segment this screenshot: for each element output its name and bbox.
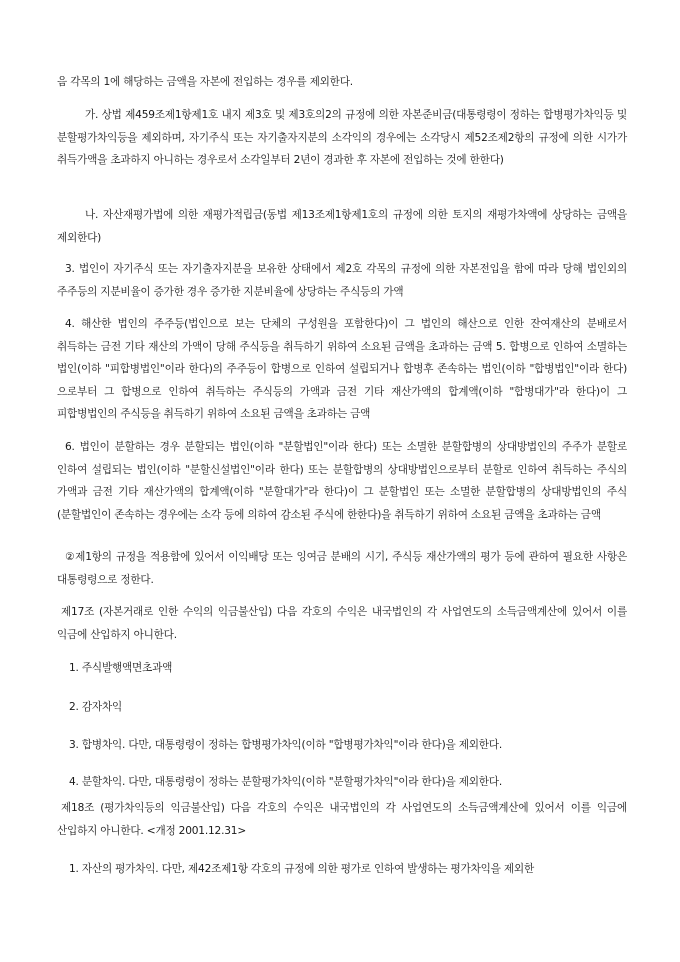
article-17-item-4: 4. 분할차익. 다만, 대통령령이 정하는 분할평가차익(이하 "분할평가차익"이라 한다)을 제외한다. [69, 776, 502, 788]
article-18-item-1: 1. 자산의 평가차익. 다만, 제42조제1항 각호의 규정에 의한 평가로 인하여 발생하는 평가차익을 제외한 [69, 863, 534, 875]
paragraph-item-na: 나. 자산재평가법에 의한 재평가적립금(동법 제13조제1항제1호의 규정에 의한 토지의 재평가차액에 상당하는 금액을 제외한다) [57, 209, 627, 244]
paragraph-continuation: 음 각목의 1에 해당하는 금액을 자본에 전입하는 경우를 제외한다. [57, 76, 353, 88]
article-17-item-1: 1. 주식발행액면초과액 [69, 662, 173, 674]
paragraph-clause-2: ②제1항의 규정을 적용함에 있어서 이익배당 또는 잉여금 분배의 시기, 주식등 재산가액의 평가 등에 관하여 필요한 사항은 대통령령으로 정한다. [57, 551, 627, 586]
paragraph-item-4-5: 4. 해산한 법인의 주주등(법인으로 보는 단체의 구성원을 포함한다)이 그 법인의 해산으로 인한 잔여재산의 분배로서 취득하는 금전 기타 재산의 가액이 당해 주식등을 취득하기 위하여 소요된 금액을 초과하는 금액 5. 합병으로 인하여 소멸하는 법인(이하 "피합병법인"이라 한다)의 주주등이 합병으로 인하여 설립되거나 합병후 존속하는 법인(이하 "합병법인"이라 한다)으로부터 그 합병으로 인하여 취득하는 주식등의 가액과 금전 기타 재산가액의 합계액(이하 "합병대가"라 한다)이 그 피합병법인의 주식등을 취득하기 위하여 소요된 금액을 초과하는 금액 [57, 318, 627, 420]
article-17-heading: 제17조 (자본거래로 인한 수익의 익금불산입) 다음 각호의 수익은 내국법인의 각 사업연도의 소득금액계산에 있어서 이를 익금에 산입하지 아니한다. [57, 606, 627, 641]
article-17-item-2: 2. 감자차익 [69, 701, 123, 713]
paragraph-item-3: 3. 법인이 자기주식 또는 자기출자지분을 보유한 상태에서 제2호 각목의 규정에 의한 자본전입을 함에 따라 당해 법인외의 주주등의 지분비율이 증가한 경우 증가한 지분비율에 상당하는 주식등의 가액 [57, 263, 627, 298]
paragraph-item-ga: 가. 상법 제459조제1항제1호 내지 제3호 및 제3호의2의 규정에 의한 자본준비금(대통령령이 정하는 합병평가차익등 및 분할평가차익등을 제외하며, 자기주식 또는 자기출자지분의 소각익의 경우에는 소각당시 제52조제2항의 규정에 의한 시가가 취득가액을 초과하지 아니하는 경우로서 소각일부터 2년이 경과한 후 자본에 전입하는 것에 한한다) [57, 109, 627, 166]
article-17-item-3: 3. 합병차익. 다만, 대통령령이 정하는 합병평가차익(이하 "합병평가차익"이라 한다)을 제외한다. [69, 739, 502, 751]
article-18-heading: 제18조 (평가차익등의 익금불산입) 다음 각호의 수익은 내국법인의 각 사업연도의 소득금액계산에 있어서 이를 익금에 산입하지 아니한다. <개정 2001.12.31> [57, 802, 627, 837]
paragraph-item-6: 6. 법인이 분할하는 경우 분할되는 법인(이하 "분할법인"이라 한다) 또는 소멸한 분할합병의 상대방법인의 주주가 분할로 인하여 설립되는 법인(이하 "분할신설법인"이라 한다) 또는 분할합병의 상대방법인으로부터 분할로 인하여 취득하는 주식의 가액과 금전 기타 재산가액의 합계액(이하 "분할대가"라 한다)이 그 분할법인 또는 소멸한 분할합병의 상대방법인의 주식(분할법인이 존속하는 경우에는 소각 등에 의하여 감소된 주식에 한한다)을 취득하기 위하여 소요된 금액을 초과하는 금액 [57, 441, 627, 521]
